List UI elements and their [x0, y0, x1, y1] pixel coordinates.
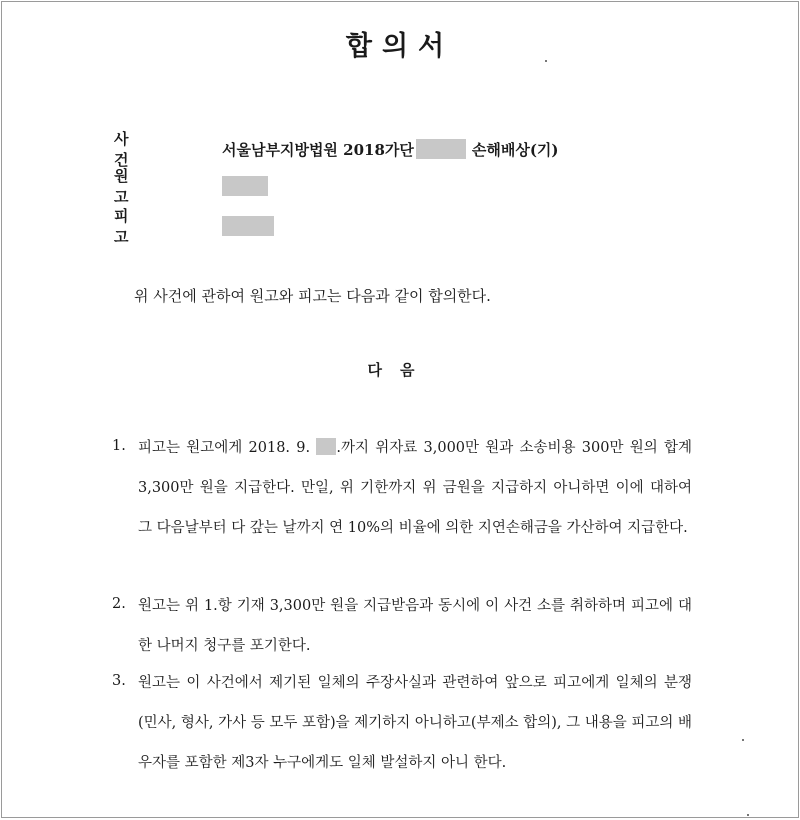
- field-label-case: 사건: [114, 130, 173, 169]
- scan-speck: [747, 814, 749, 816]
- clause-number: 2.: [112, 596, 126, 612]
- clause-text: 원고는 이 사건에서 제기된 일체의 주장사실과 관련하여 앞으로 피고에게 일체의 분쟁(민사, 형사, 가사 등 모두 포함)을 제기하지 아니하고(부제소 합의), 그 내용을 피고의 배우자를 포함한 제3자 누구에게도 일체 발설하지 아니 한다.: [138, 675, 692, 771]
- clause-number: 1.: [112, 438, 126, 454]
- redacted-plaintiff-name: [222, 176, 268, 196]
- case-court-number: 서울남부지방법원 2018가단: [222, 140, 414, 159]
- redacted-date: [316, 438, 336, 455]
- field-label-defendant: 피고: [114, 207, 173, 246]
- field-value-plaintiff: [222, 176, 268, 196]
- scan-speck: [742, 739, 744, 741]
- clause-text: 원고는 위 1.항 기재 3,300만 원을 지급받음과 동시에 이 사건 소를 취하하며 피고에 대한 나머지 청구를 포기한다.: [138, 598, 692, 654]
- clause-2: [112, 586, 692, 666]
- field-row-case: [114, 128, 559, 170]
- field-value-defendant: [222, 216, 274, 236]
- field-label-plaintiff: 원고: [114, 167, 173, 206]
- clause-number: 3.: [112, 673, 126, 689]
- clause-text-part: .까지 위자료 3,000만 원과 소송비용 300만 원의 합계 3,300만 원을 지급한다. 만일, 위 기한까지 위 금원을 지급하지 아니하면 이에 대하여 그 다음날부터 다 갚는 날까지 연 10%의 비율에 의한 지연손해금을 가산하여 지급한다.: [138, 440, 692, 536]
- redacted-defendant-name: [222, 216, 274, 236]
- field-row-plaintiff: [114, 165, 268, 207]
- intro-paragraph: 위 사건에 관하여 원고와 피고는 다음과 같이 합의한다.: [134, 287, 491, 305]
- case-type: 손해배상(기): [471, 140, 559, 159]
- redacted-case-number: [416, 139, 466, 159]
- clause-text-part: 피고는 원고에게 2018. 9.: [138, 440, 317, 456]
- clause-1: [112, 428, 692, 548]
- scan-speck: [545, 60, 547, 62]
- clause-text: [138, 428, 692, 548]
- document-page: [1, 1, 799, 818]
- clause-3: [112, 663, 692, 783]
- field-row-defendant: [114, 205, 274, 247]
- document-title: 합의서: [345, 31, 455, 62]
- section-title: 다음: [367, 361, 433, 379]
- field-value-case: [222, 139, 559, 160]
